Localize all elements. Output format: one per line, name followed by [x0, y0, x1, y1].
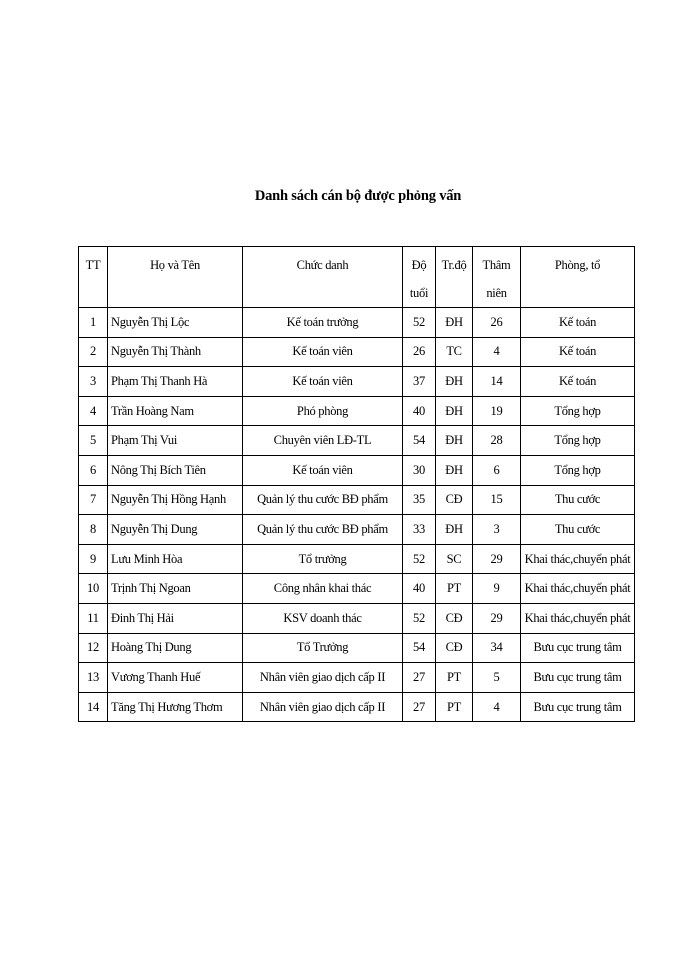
row-department-cell: Bưu cục trung tâm: [521, 692, 635, 722]
row-level-cell: CĐ: [436, 603, 473, 633]
row-tt-cell: 14: [79, 692, 108, 722]
table-row: [79, 544, 635, 574]
row-seniority-cell: 26: [473, 308, 521, 338]
row-department-cell: Kế toán: [521, 367, 635, 397]
row-level-cell: ĐH: [436, 367, 473, 397]
row-department-cell: Thu cước: [521, 485, 635, 515]
row-seniority-cell: 4: [473, 692, 521, 722]
row-level-cell: ĐH: [436, 515, 473, 545]
row-level-cell: TC: [436, 337, 473, 367]
header-age: Độ tuổi: [403, 247, 436, 308]
row-age-cell: 30: [403, 455, 436, 485]
row-position-cell: Nhân viên giao dịch cấp II: [243, 692, 403, 722]
row-department-cell: Bưu cục trung tâm: [521, 633, 635, 663]
row-level-cell: ĐH: [436, 455, 473, 485]
row-position-cell: Phó phòng: [243, 396, 403, 426]
table-row: [79, 337, 635, 367]
row-age-cell: 37: [403, 367, 436, 397]
row-name-cell: Hoàng Thị Dung: [108, 633, 243, 663]
row-name-cell: Nguyễn Thị Thành: [108, 337, 243, 367]
row-name-cell: Trịnh Thị Ngoan: [108, 574, 243, 604]
row-age-cell: 33: [403, 515, 436, 545]
row-department-cell: Tổng hợp: [521, 426, 635, 456]
row-tt-cell: 10: [79, 574, 108, 604]
row-seniority-cell: 14: [473, 367, 521, 397]
row-name-cell: Nguyễn Thị Hồng Hạnh: [108, 485, 243, 515]
row-level-cell: PT: [436, 663, 473, 693]
row-level-cell: ĐH: [436, 396, 473, 426]
row-seniority-cell: 19: [473, 396, 521, 426]
table-row: [79, 692, 635, 722]
row-level-cell: ĐH: [436, 426, 473, 456]
row-name-cell: Nguyễn Thị Dung: [108, 515, 243, 545]
row-position-cell: KSV doanh thác: [243, 603, 403, 633]
row-name-cell: Nguyễn Thị Lộc: [108, 308, 243, 338]
row-tt-cell: 3: [79, 367, 108, 397]
row-age-cell: 52: [403, 308, 436, 338]
table-row: [79, 455, 635, 485]
row-level-cell: PT: [436, 574, 473, 604]
row-level-cell: CĐ: [436, 485, 473, 515]
row-seniority-cell: 28: [473, 426, 521, 456]
row-seniority-cell: 15: [473, 485, 521, 515]
staff-table: [78, 246, 635, 722]
table-row: [79, 308, 635, 338]
row-department-cell: Kế toán: [521, 308, 635, 338]
row-department-cell: Khai thác,chuyển phát: [521, 544, 635, 574]
row-age-cell: 54: [403, 426, 436, 456]
row-name-cell: Trần Hoàng Nam: [108, 396, 243, 426]
row-tt-cell: 7: [79, 485, 108, 515]
row-name-cell: Nông Thị Bích Tiên: [108, 455, 243, 485]
header-seniority: Thâm niên: [473, 247, 521, 308]
row-position-cell: Kế toán viên: [243, 337, 403, 367]
row-level-cell: ĐH: [436, 308, 473, 338]
row-age-cell: 40: [403, 396, 436, 426]
header-tt: TT: [79, 247, 108, 308]
table-row: [79, 515, 635, 545]
row-tt-cell: 5: [79, 426, 108, 456]
row-position-cell: Nhân viên giao dịch cấp II: [243, 663, 403, 693]
row-level-cell: PT: [436, 692, 473, 722]
row-position-cell: Tổ Trưởng: [243, 633, 403, 663]
row-position-cell: Quản lý thu cước BĐ phẩm: [243, 515, 403, 545]
row-name-cell: Tăng Thị Hương Thơm: [108, 692, 243, 722]
row-seniority-cell: 34: [473, 633, 521, 663]
table-row: [79, 367, 635, 397]
row-department-cell: Tổng hợp: [521, 396, 635, 426]
page-title: Danh sách cán bộ được phỏng vấn: [254, 188, 462, 204]
row-name-cell: Vương Thanh Huế: [108, 663, 243, 693]
row-department-cell: Bưu cục trung tâm: [521, 663, 635, 693]
row-seniority-cell: 5: [473, 663, 521, 693]
row-tt-cell: 11: [79, 603, 108, 633]
table-row: [79, 633, 635, 663]
row-name-cell: Đinh Thị Hải: [108, 603, 243, 633]
row-position-cell: Quản lý thu cước BĐ phẩm: [243, 485, 403, 515]
header-department: Phòng, tổ: [521, 247, 635, 308]
row-tt-cell: 4: [79, 396, 108, 426]
row-department-cell: Khai thác,chuyển phát: [521, 603, 635, 633]
row-seniority-cell: 4: [473, 337, 521, 367]
row-age-cell: 27: [403, 692, 436, 722]
row-tt-cell: 12: [79, 633, 108, 663]
row-seniority-cell: 29: [473, 603, 521, 633]
row-age-cell: 52: [403, 544, 436, 574]
row-name-cell: Phạm Thị Thanh Hà: [108, 367, 243, 397]
row-position-cell: Kế toán trưởng: [243, 308, 403, 338]
table-header-row: [79, 247, 635, 308]
row-level-cell: SC: [436, 544, 473, 574]
row-department-cell: Kế toán: [521, 337, 635, 367]
row-position-cell: Tổ trưởng: [243, 544, 403, 574]
table-row: [79, 603, 635, 633]
table-row: [79, 574, 635, 604]
row-level-cell: CĐ: [436, 633, 473, 663]
row-age-cell: 27: [403, 663, 436, 693]
table-row: [79, 485, 635, 515]
table-row: [79, 396, 635, 426]
row-age-cell: 40: [403, 574, 436, 604]
row-seniority-cell: 29: [473, 544, 521, 574]
row-tt-cell: 6: [79, 455, 108, 485]
row-tt-cell: 1: [79, 308, 108, 338]
table-row: [79, 663, 635, 693]
row-seniority-cell: 9: [473, 574, 521, 604]
row-seniority-cell: 6: [473, 455, 521, 485]
header-position: Chức danh: [243, 247, 403, 308]
header-name: Họ và Tên: [108, 247, 243, 308]
row-position-cell: Chuyên viên LĐ-TL: [243, 426, 403, 456]
row-department-cell: Khai thác,chuyển phát: [521, 574, 635, 604]
row-position-cell: Công nhân khai thác: [243, 574, 403, 604]
table-row: [79, 426, 635, 456]
row-position-cell: Kế toán viên: [243, 367, 403, 397]
row-department-cell: Tổng hợp: [521, 455, 635, 485]
row-tt-cell: 8: [79, 515, 108, 545]
row-age-cell: 26: [403, 337, 436, 367]
row-name-cell: Lưu Minh Hòa: [108, 544, 243, 574]
row-tt-cell: 13: [79, 663, 108, 693]
row-name-cell: Phạm Thị Vui: [108, 426, 243, 456]
row-age-cell: 52: [403, 603, 436, 633]
row-tt-cell: 2: [79, 337, 108, 367]
row-tt-cell: 9: [79, 544, 108, 574]
row-department-cell: Thu cước: [521, 515, 635, 545]
row-age-cell: 54: [403, 633, 436, 663]
header-level: Tr.độ: [436, 247, 473, 308]
row-age-cell: 35: [403, 485, 436, 515]
row-position-cell: Kế toán viên: [243, 455, 403, 485]
row-seniority-cell: 3: [473, 515, 521, 545]
